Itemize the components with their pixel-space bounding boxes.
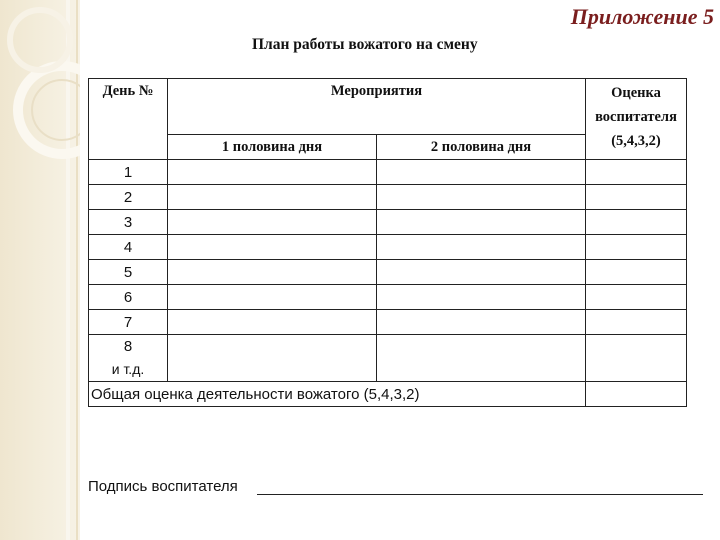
table-row <box>89 185 687 210</box>
day-number: 3 <box>89 210 168 235</box>
appendix-label: Приложение 5 <box>570 4 714 29</box>
table-row <box>89 285 687 310</box>
table-header-row <box>89 79 687 135</box>
day-number: 2 <box>89 185 168 210</box>
grade-cell[interactable] <box>586 210 687 235</box>
day-number: 5 <box>89 260 168 285</box>
header-first-half: 1 половина дня <box>168 135 377 160</box>
day-cell <box>89 335 168 382</box>
second-half-cell[interactable] <box>377 260 586 285</box>
header-grade-line: Оценка <box>611 85 661 101</box>
grade-cell[interactable] <box>586 335 687 382</box>
grade-cell[interactable] <box>586 285 687 310</box>
header-grade-line: воспитателя <box>595 109 677 125</box>
first-half-cell[interactable] <box>168 310 377 335</box>
table-row <box>89 335 687 382</box>
work-plan-table <box>88 78 687 407</box>
decorative-circles <box>0 0 80 540</box>
header-second-half: 2 половина дня <box>377 135 586 160</box>
table-row <box>89 310 687 335</box>
header-day: День № <box>89 79 168 160</box>
grade-cell[interactable] <box>586 160 687 185</box>
second-half-cell[interactable] <box>377 185 586 210</box>
day-number: 6 <box>89 285 168 310</box>
grade-cell[interactable] <box>586 310 687 335</box>
header-events: Мероприятия <box>168 79 586 135</box>
second-half-cell[interactable] <box>377 310 586 335</box>
table-row <box>89 260 687 285</box>
day-number: 8 <box>123 337 133 355</box>
header-grade <box>586 79 687 160</box>
grade-cell[interactable] <box>586 235 687 260</box>
signature-line[interactable] <box>257 494 703 495</box>
second-half-cell[interactable] <box>377 335 586 382</box>
table-row <box>89 210 687 235</box>
total-row <box>89 382 687 407</box>
first-half-cell[interactable] <box>168 160 377 185</box>
first-half-cell[interactable] <box>168 335 377 382</box>
day-etc-label: и т.д. <box>111 360 145 377</box>
first-half-cell[interactable] <box>168 185 377 210</box>
table-row <box>89 235 687 260</box>
table-row <box>89 160 687 185</box>
first-half-cell[interactable] <box>168 210 377 235</box>
day-number: 1 <box>89 160 168 185</box>
total-label: Общая оценка деятельности вожатого (5,4,3,2) <box>89 382 586 407</box>
document-title: План работы вожатого на смену <box>252 36 478 53</box>
day-rows <box>89 160 687 335</box>
signature-label: Подпись воспитателя <box>88 478 238 495</box>
decorative-side-band <box>0 0 80 540</box>
second-half-cell[interactable] <box>377 210 586 235</box>
second-half-cell[interactable] <box>377 285 586 310</box>
grade-cell[interactable] <box>586 185 687 210</box>
total-grade-cell[interactable] <box>586 382 687 407</box>
second-half-cell[interactable] <box>377 235 586 260</box>
day-number: 7 <box>89 310 168 335</box>
day-number: 4 <box>89 235 168 260</box>
first-half-cell[interactable] <box>168 260 377 285</box>
grade-cell[interactable] <box>586 260 687 285</box>
first-half-cell[interactable] <box>168 235 377 260</box>
second-half-cell[interactable] <box>377 160 586 185</box>
header-grade-line: (5,4,3,2) <box>611 133 661 149</box>
first-half-cell[interactable] <box>168 285 377 310</box>
